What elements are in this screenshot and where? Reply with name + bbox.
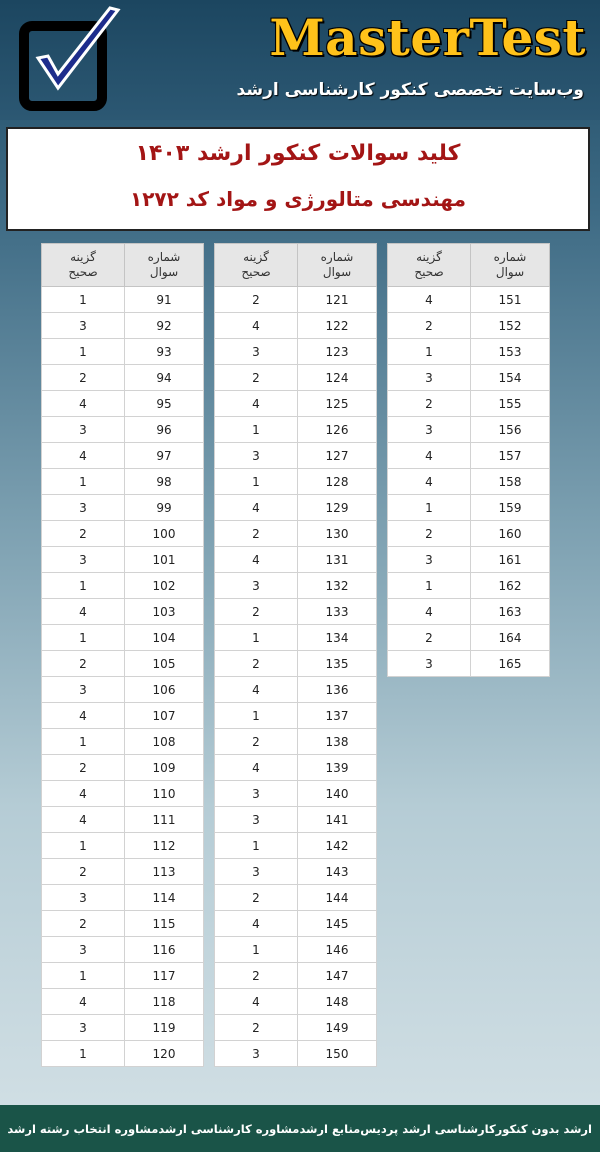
- table-row: [42, 729, 204, 755]
- question-number: 148: [298, 989, 377, 1015]
- question-number: 140: [298, 781, 377, 807]
- question-number: 104: [125, 625, 204, 651]
- site-tagline: وب‌سایت تخصصی کنکور کارشناسی ارشد: [236, 80, 584, 100]
- table-row: [388, 339, 550, 365]
- table-row: [215, 807, 377, 833]
- table-row: [42, 1015, 204, 1041]
- correct-option: 1: [42, 573, 125, 599]
- question-number-header: [471, 244, 550, 287]
- question-number: 159: [471, 495, 550, 521]
- question-number: 99: [125, 495, 204, 521]
- correct-option: 2: [42, 755, 125, 781]
- table-row: [215, 339, 377, 365]
- title-box: [6, 127, 590, 231]
- question-number: 110: [125, 781, 204, 807]
- question-number: 123: [298, 339, 377, 365]
- table-row: [215, 599, 377, 625]
- table-row: [215, 287, 377, 313]
- correct-option: 4: [215, 313, 298, 339]
- question-number: 165: [471, 651, 550, 677]
- question-number: 94: [125, 365, 204, 391]
- correct-option: 1: [42, 1041, 125, 1067]
- table-row: [42, 469, 204, 495]
- question-number: 154: [471, 365, 550, 391]
- table-row: [42, 781, 204, 807]
- correct-option: 2: [42, 521, 125, 547]
- table-row: [215, 469, 377, 495]
- footer-link[interactable]: کارشناسی ارشد پردیس: [360, 1121, 496, 1136]
- table-row: [42, 911, 204, 937]
- correct-option: 2: [215, 729, 298, 755]
- correct-option: 4: [215, 677, 298, 703]
- question-number-header-word: شماره: [320, 250, 354, 264]
- footer-link[interactable]: مشاوره انتخاب رشته ارشد: [7, 1121, 159, 1136]
- correct-option: 4: [215, 495, 298, 521]
- correct-option: 4: [215, 391, 298, 417]
- correct-option: 2: [215, 599, 298, 625]
- correct-option: 2: [215, 1015, 298, 1041]
- correct-option: 2: [215, 651, 298, 677]
- table-row: [42, 417, 204, 443]
- site-header: [0, 0, 600, 120]
- question-number: 127: [298, 443, 377, 469]
- table-row: [215, 677, 377, 703]
- question-number: 151: [471, 287, 550, 313]
- table-row: [215, 495, 377, 521]
- page-subtitle: مهندسی متالورژی و مواد کد ۱۲۷۲: [130, 187, 466, 211]
- table-row: [388, 469, 550, 495]
- correct-option: 3: [42, 547, 125, 573]
- question-number: 128: [298, 469, 377, 495]
- correct-option: 1: [215, 937, 298, 963]
- question-number: 164: [471, 625, 550, 651]
- question-number: 157: [471, 443, 550, 469]
- correct-option: 3: [215, 859, 298, 885]
- correct-option: 1: [42, 287, 125, 313]
- correct-option: 3: [42, 417, 125, 443]
- table-row: [215, 391, 377, 417]
- table-row: [388, 625, 550, 651]
- question-number-header-word: سوال: [149, 265, 179, 279]
- correct-option: 4: [215, 989, 298, 1015]
- correct-option: 4: [42, 599, 125, 625]
- question-number: 100: [125, 521, 204, 547]
- question-number: 124: [298, 365, 377, 391]
- correct-option-header-word: صحیح: [414, 265, 444, 279]
- question-number-header-word: سوال: [322, 265, 352, 279]
- question-number: 103: [125, 599, 204, 625]
- correct-option: 2: [215, 365, 298, 391]
- question-number: 142: [298, 833, 377, 859]
- table-row: [215, 1015, 377, 1041]
- question-number: 147: [298, 963, 377, 989]
- correct-option: 2: [215, 521, 298, 547]
- correct-option-header-word: صحیح: [68, 265, 98, 279]
- correct-option: 4: [42, 703, 125, 729]
- table-row: [42, 677, 204, 703]
- correct-option: 3: [215, 807, 298, 833]
- table-row: [215, 625, 377, 651]
- correct-option: 1: [42, 625, 125, 651]
- question-number: 141: [298, 807, 377, 833]
- question-number: 126: [298, 417, 377, 443]
- table-row: [215, 313, 377, 339]
- table-row: [42, 807, 204, 833]
- question-number: 156: [471, 417, 550, 443]
- correct-option-header: [388, 244, 471, 287]
- correct-option: 1: [215, 469, 298, 495]
- question-number: 129: [298, 495, 377, 521]
- table-row: [42, 859, 204, 885]
- question-number: 146: [298, 937, 377, 963]
- table-row: [42, 443, 204, 469]
- question-number: 158: [471, 469, 550, 495]
- correct-option: 4: [42, 781, 125, 807]
- question-number: 107: [125, 703, 204, 729]
- correct-option: 4: [388, 469, 471, 495]
- correct-option-header: [42, 244, 125, 287]
- correct-option: 3: [42, 313, 125, 339]
- question-number: 112: [125, 833, 204, 859]
- correct-option: 2: [388, 625, 471, 651]
- question-number: 133: [298, 599, 377, 625]
- table-row: [215, 963, 377, 989]
- question-number: 139: [298, 755, 377, 781]
- brand-name[interactable]: MasterTest: [269, 8, 586, 67]
- question-number: 106: [125, 677, 204, 703]
- question-number: 93: [125, 339, 204, 365]
- table-row: [215, 781, 377, 807]
- question-number: 132: [298, 573, 377, 599]
- table-row: [42, 625, 204, 651]
- question-number-header-word: شماره: [147, 250, 181, 264]
- question-number: 130: [298, 521, 377, 547]
- correct-option: 3: [42, 677, 125, 703]
- question-number-header-word: سوال: [495, 265, 525, 279]
- question-number: 136: [298, 677, 377, 703]
- table-row: [42, 963, 204, 989]
- table-row: [388, 599, 550, 625]
- question-number: 114: [125, 885, 204, 911]
- table-row: [388, 417, 550, 443]
- table-row: [388, 391, 550, 417]
- question-number-header: [125, 244, 204, 287]
- correct-option: 1: [42, 729, 125, 755]
- table-row: [42, 287, 204, 313]
- table-row: [42, 391, 204, 417]
- correct-option-header-word: گزینه: [416, 250, 442, 264]
- question-number: 92: [125, 313, 204, 339]
- table-row: [215, 1041, 377, 1067]
- correct-option: 2: [215, 963, 298, 989]
- table-row: [215, 989, 377, 1015]
- correct-option: 4: [388, 443, 471, 469]
- table-row: [215, 885, 377, 911]
- table-row: [42, 989, 204, 1015]
- table-row: [42, 313, 204, 339]
- question-number: 108: [125, 729, 204, 755]
- correct-option: 2: [42, 651, 125, 677]
- correct-option: 4: [42, 443, 125, 469]
- table-row: [215, 521, 377, 547]
- correct-option: 3: [215, 1041, 298, 1067]
- table-row: [42, 755, 204, 781]
- table-row: [215, 443, 377, 469]
- question-number: 149: [298, 1015, 377, 1041]
- question-number: 134: [298, 625, 377, 651]
- table-row: [215, 417, 377, 443]
- correct-option: 1: [388, 495, 471, 521]
- table-row: [42, 365, 204, 391]
- question-number: 115: [125, 911, 204, 937]
- question-number-header: [298, 244, 377, 287]
- question-number: 95: [125, 391, 204, 417]
- correct-option: 1: [42, 963, 125, 989]
- table-row: [388, 547, 550, 573]
- question-number: 135: [298, 651, 377, 677]
- correct-option: 3: [42, 1015, 125, 1041]
- table-row: [388, 521, 550, 547]
- correct-option-header-word: صحیح: [241, 265, 271, 279]
- correct-option: 3: [215, 443, 298, 469]
- table-row: [388, 573, 550, 599]
- page-title: کلید سوالات کنکور ارشد ۱۴۰۳: [135, 141, 461, 166]
- answer-table-1: [41, 243, 204, 1067]
- table-row: [42, 521, 204, 547]
- question-number: 91: [125, 287, 204, 313]
- question-number: 113: [125, 859, 204, 885]
- correct-option: 4: [215, 911, 298, 937]
- table-row: [388, 365, 550, 391]
- question-number: 120: [125, 1041, 204, 1067]
- question-number: 117: [125, 963, 204, 989]
- question-number: 160: [471, 521, 550, 547]
- table-row: [42, 547, 204, 573]
- question-number: 119: [125, 1015, 204, 1041]
- question-number: 121: [298, 287, 377, 313]
- table-row: [42, 495, 204, 521]
- correct-option: 1: [215, 417, 298, 443]
- question-number: 116: [125, 937, 204, 963]
- question-number: 96: [125, 417, 204, 443]
- correct-option-header: [215, 244, 298, 287]
- table-row: [42, 1041, 204, 1067]
- footer-links: [0, 1105, 600, 1152]
- table-row: [388, 495, 550, 521]
- question-number: 137: [298, 703, 377, 729]
- checkbox-tick-icon[interactable]: [14, 4, 126, 116]
- table-header-row: [215, 244, 377, 287]
- table-row: [215, 755, 377, 781]
- question-number: 161: [471, 547, 550, 573]
- table-row: [215, 365, 377, 391]
- answer-table-2: [214, 243, 377, 1067]
- correct-option: 4: [215, 547, 298, 573]
- table-row: [215, 729, 377, 755]
- correct-option: 2: [42, 365, 125, 391]
- question-number: 143: [298, 859, 377, 885]
- correct-option: 1: [42, 339, 125, 365]
- question-number: 138: [298, 729, 377, 755]
- correct-option: 3: [388, 651, 471, 677]
- correct-option: 4: [215, 755, 298, 781]
- table-row: [42, 599, 204, 625]
- question-number: 105: [125, 651, 204, 677]
- question-number: 125: [298, 391, 377, 417]
- question-number: 152: [471, 313, 550, 339]
- question-number: 153: [471, 339, 550, 365]
- correct-option: 2: [388, 391, 471, 417]
- correct-option-header-word: گزینه: [70, 250, 96, 264]
- correct-option: 2: [215, 885, 298, 911]
- correct-option: 2: [388, 521, 471, 547]
- correct-option: 3: [388, 417, 471, 443]
- question-number: 98: [125, 469, 204, 495]
- question-number: 163: [471, 599, 550, 625]
- correct-option: 3: [42, 937, 125, 963]
- correct-option: 3: [215, 339, 298, 365]
- table-row: [42, 833, 204, 859]
- question-number: 131: [298, 547, 377, 573]
- correct-option: 3: [42, 885, 125, 911]
- table-row: [215, 833, 377, 859]
- correct-option: 2: [215, 287, 298, 313]
- question-number-header-word: شماره: [493, 250, 527, 264]
- table-row: [215, 547, 377, 573]
- table-row: [42, 703, 204, 729]
- question-number: 155: [471, 391, 550, 417]
- table-row: [215, 859, 377, 885]
- table-row: [215, 573, 377, 599]
- correct-option: 1: [388, 573, 471, 599]
- footer-link[interactable]: مشاوره کارشناسی ارشد: [158, 1121, 300, 1136]
- question-number: 97: [125, 443, 204, 469]
- table-row: [42, 885, 204, 911]
- table-row: [215, 651, 377, 677]
- correct-option: 3: [388, 365, 471, 391]
- question-number: 162: [471, 573, 550, 599]
- table-row: [42, 937, 204, 963]
- answer-table-3: [387, 243, 550, 677]
- correct-option: 4: [388, 599, 471, 625]
- question-number: 102: [125, 573, 204, 599]
- correct-option: 1: [215, 703, 298, 729]
- question-number: 118: [125, 989, 204, 1015]
- question-number: 150: [298, 1041, 377, 1067]
- correct-option-header-word: گزینه: [243, 250, 269, 264]
- question-number: 101: [125, 547, 204, 573]
- question-number: 109: [125, 755, 204, 781]
- table-row: [388, 287, 550, 313]
- correct-option: 2: [388, 313, 471, 339]
- footer-link[interactable]: ارشد بدون کنکور: [495, 1121, 592, 1136]
- correct-option: 4: [42, 989, 125, 1015]
- correct-option: 3: [215, 781, 298, 807]
- table-row: [42, 339, 204, 365]
- table-header-row: [42, 244, 204, 287]
- correct-option: 2: [42, 859, 125, 885]
- correct-option: 1: [388, 339, 471, 365]
- table-row: [388, 313, 550, 339]
- correct-option: 3: [388, 547, 471, 573]
- table-row: [215, 937, 377, 963]
- question-number: 122: [298, 313, 377, 339]
- footer-link[interactable]: منابع ارشد: [299, 1121, 361, 1136]
- correct-option: 4: [388, 287, 471, 313]
- table-row: [388, 443, 550, 469]
- table-row: [388, 651, 550, 677]
- correct-option: 2: [42, 911, 125, 937]
- correct-option: 1: [42, 469, 125, 495]
- correct-option: 4: [42, 391, 125, 417]
- table-header-row: [388, 244, 550, 287]
- correct-option: 1: [215, 833, 298, 859]
- table-row: [42, 651, 204, 677]
- table-row: [215, 911, 377, 937]
- table-row: [215, 703, 377, 729]
- question-number: 144: [298, 885, 377, 911]
- correct-option: 4: [42, 807, 125, 833]
- correct-option: 3: [215, 573, 298, 599]
- correct-option: 1: [215, 625, 298, 651]
- question-number: 111: [125, 807, 204, 833]
- question-number: 145: [298, 911, 377, 937]
- correct-option: 1: [42, 833, 125, 859]
- table-row: [42, 573, 204, 599]
- correct-option: 3: [42, 495, 125, 521]
